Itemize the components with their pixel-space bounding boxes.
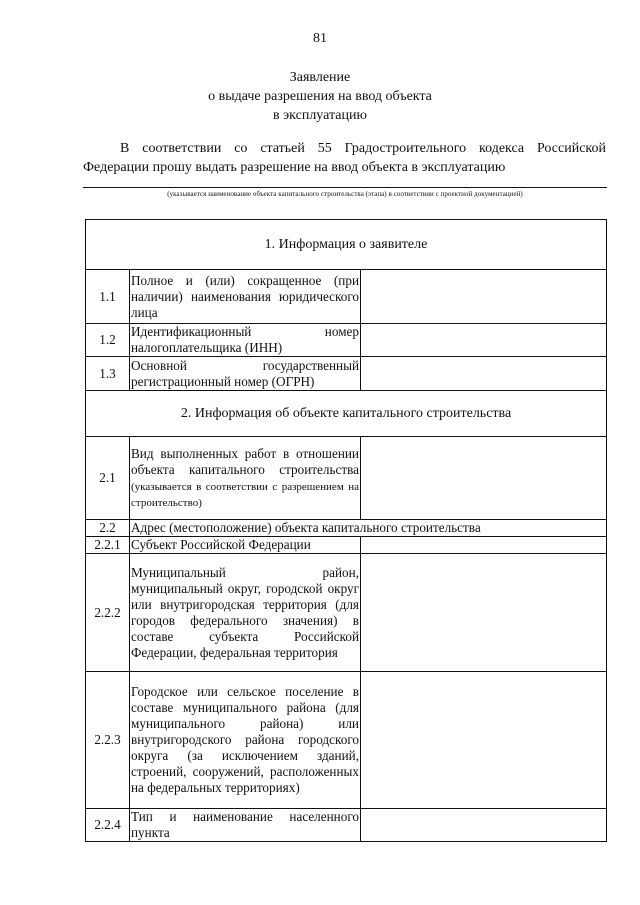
page-number: 81 — [313, 31, 327, 46]
title-line-1: Заявление — [289, 70, 351, 85]
row-number: 2.2.1 — [86, 537, 130, 554]
application-form-table — [85, 219, 607, 842]
row-number: 1.2 — [86, 324, 130, 357]
row-number: 2.2 — [86, 520, 130, 537]
row-label: Полное и (или) сокращенное (при наличии) наименования юридического лица — [130, 270, 361, 324]
row-value-field[interactable] — [361, 672, 607, 809]
title-line-3: в эксплуатацию — [273, 108, 367, 123]
table-row — [86, 270, 607, 324]
row-label: Тип и наименование населенного пункта — [131, 809, 359, 840]
row-label: Идентификационный номер налогоплательщика (ИНН) — [131, 324, 359, 355]
table-row — [86, 324, 607, 357]
table-row — [86, 672, 607, 809]
section-header-row — [86, 220, 607, 270]
row-value-field[interactable] — [361, 270, 607, 324]
title-line-2: о выдаче разрешения на ввод объекта — [208, 89, 432, 104]
table-row — [86, 437, 607, 520]
row-number: 1.1 — [86, 270, 130, 324]
section-title-object: 2. Информация об объекте капитального строительства — [86, 391, 607, 437]
row-number: 1.3 — [86, 357, 130, 391]
row-label: Городское или сельское поселение в составе муниципального района (для муниципального района) или внутригородского района городского округа (за исключением зданий, строений, сооружений, расположенных на федеральных территориях) — [130, 672, 361, 809]
table-row — [86, 520, 607, 537]
table-row — [86, 809, 607, 842]
intro-text: В соответствии со статьей 55 Градостроительного кодекса Российской Федерации прошу выдать разрешение на ввод объекта в эксплуатацию — [83, 141, 606, 175]
object-name-field[interactable] — [83, 187, 607, 188]
table-row — [86, 554, 607, 672]
row-value-field[interactable] — [361, 324, 607, 357]
row-value-field[interactable] — [361, 809, 607, 842]
document-title — [0, 68, 640, 125]
row-value-field[interactable] — [361, 357, 607, 391]
row-value-field[interactable] — [361, 537, 607, 554]
row-label: Адрес (местоположение) объекта капитального строительства — [130, 520, 607, 537]
row-label-note: (указывается в соответствии с разрешением на строительство) — [131, 480, 359, 509]
section-title-applicant: 1. Информация о заявителе — [86, 220, 607, 270]
section-header-row — [86, 391, 607, 437]
intro-paragraph — [83, 139, 606, 177]
row-label: Основной государственный регистрационный номер (ОГРН) — [131, 357, 359, 389]
row-label — [130, 437, 361, 520]
row-label: Муниципальный район, муниципальный округ, городской округ или внутригородская территория (для городов федерального значения) в составе субъекта Российской Федерации, федеральная территория — [130, 554, 361, 672]
row-label-text: Вид выполненных работ в отношении объекта капитального строительства — [131, 445, 359, 477]
row-label: Субъект Российской Федерации — [130, 537, 361, 554]
row-number: 2.2.4 — [86, 809, 130, 842]
object-name-caption: (указывается наименование объекта капитального строительства (этапа) в соответствии с проектной документацией) — [167, 190, 523, 198]
row-number: 2.2.3 — [86, 672, 130, 809]
row-number: 2.2.2 — [86, 554, 130, 672]
row-value-field[interactable] — [361, 437, 607, 520]
row-number: 2.1 — [86, 437, 130, 520]
row-value-field[interactable] — [361, 554, 607, 672]
table-row — [86, 357, 607, 391]
table-row — [86, 537, 607, 554]
